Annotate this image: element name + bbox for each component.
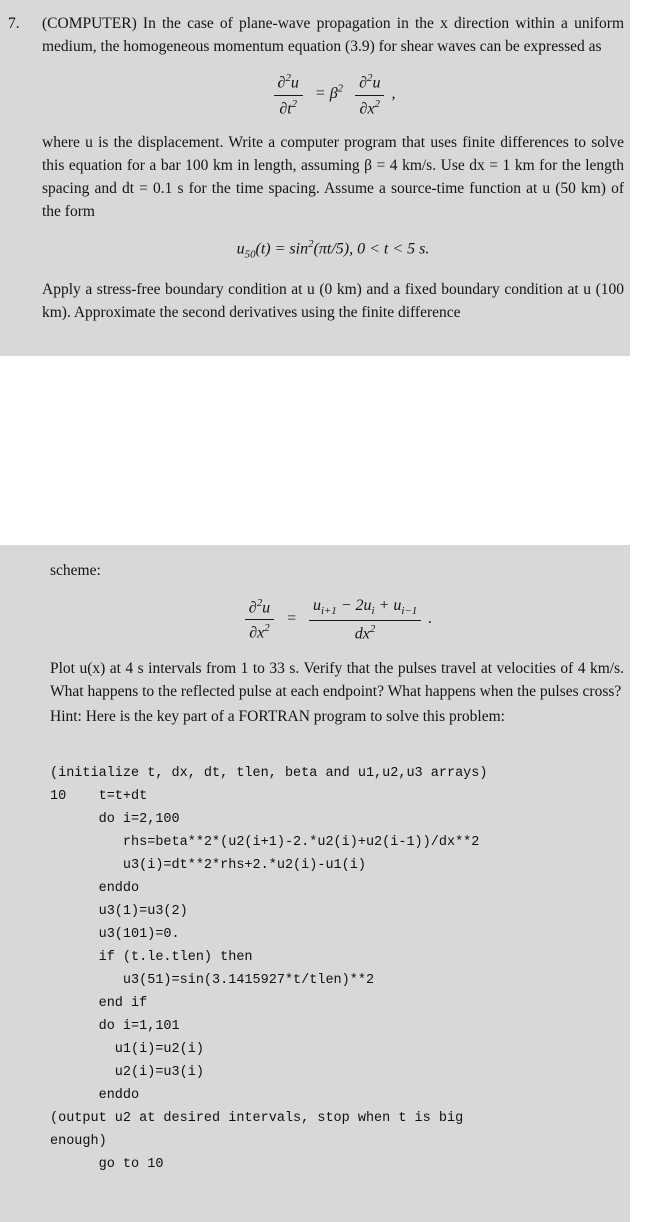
scheme-and-code-block [0,545,630,1222]
numerator: $u_{i+1} - 2u_i + u_{i-1}$ [309,595,421,621]
code-line: u2(i)=u3(i) [50,1064,204,1080]
code-line: enddo [50,1087,140,1103]
code-line: if (t.le.tlen) then [50,949,253,965]
intro-paragraph [42,12,624,58]
finite-difference-equation [50,595,624,644]
scheme-word: scheme: [50,562,101,579]
fraction-d2u-dx2 [245,596,274,643]
code-line: u3(101)=0. [50,926,180,942]
fraction-d2u-dx2 [355,71,384,118]
page-gap [0,356,650,545]
computer-tag: (COMPUTER) [42,15,137,32]
fraction-finite-difference [309,595,421,644]
equation-period: . [428,610,433,628]
code-line: (initialize t, dx, dt, tlen, beta and u1,u2,u3 arrays) [50,765,488,781]
source-time-equation: $u_{50}(t) = \sin^2(\pi t/5)$, 0 < t < 5 s. [236,238,430,261]
denominator: $\partial x^2$ [359,97,380,117]
code-line: do i=2,100 [50,811,180,827]
problem-7 [0,12,630,324]
code-line: end if [50,995,148,1011]
scheme-body [50,559,624,1176]
fraction-d2u-dt2 [274,71,303,118]
denominator: $dx^2$ [354,623,376,643]
equals-sign: = [286,610,297,628]
plot-paragraph: Plot u(x) at 4 s intervals from 1 to 33 s. Verify that the pulses travel at velocities of 4 km/s. What happens to the reflected pulse at each endpoint? What happens when the pulses cross? [50,659,624,700]
numerator: ∂$^2$u [245,596,274,621]
code-line: u3(1)=u3(2) [50,903,188,919]
equals-beta-squared: = $\beta^2$ [314,82,344,103]
code-line: u3(51)=sin(3.1415927*t/tlen)**2 [50,972,375,988]
denominator: $\partial t^2$ [279,97,298,117]
program-paragraph: where u is the displacement. Write a computer program that uses finite differences to solve this equation for a bar 100 km in length, assuming β = 4 km/s. Use dx = 1 km for the length spacing and dt = 0.1 s for the time spacing. Assume a source-time function at u (50 km) of the form [42,134,624,221]
code-line: enough) [50,1133,107,1149]
code-line: do i=1,101 [50,1018,180,1034]
code-line: go to 10 [50,1156,164,1172]
numerator: ∂$^2$u [355,71,384,96]
code-line: u1(i)=u2(i) [50,1041,204,1057]
problem-statement-block [0,0,630,356]
code-line: (output u2 at desired intervals, stop when t is big [50,1110,464,1126]
numerator: ∂$^2$u [274,71,303,96]
boundary-paragraph: Apply a stress-free boundary condition at u (0 km) and a fixed boundary condition at u (100 km). Approximate the second derivatives using the finite difference [42,280,624,321]
code-line: rhs=beta**2*(u2(i+1)-2.*u2(i)+u2(i-1))/dx**2 [50,834,480,850]
equation-comma: , [391,85,396,103]
code-line: u3(i)=dt**2*rhs+2.*u2(i)-u1(i) [50,857,366,873]
intro-text: In the case of plane-wave propagation in the x direction within a uniform medium, the homogeneous momentum equation (3.9) for shear waves can be expressed as [42,15,625,55]
fortran-code [50,762,624,1176]
code-line: enddo [50,880,140,896]
hint-paragraph: Hint: Here is the key part of a FORTRAN program to solve this problem: [50,707,505,725]
problem-number: 7. [8,15,20,32]
denominator: $\partial x^2$ [249,622,270,642]
momentum-equation [42,71,624,118]
code-line: 10 t=t+dt [50,788,148,804]
problem-body [42,12,630,324]
